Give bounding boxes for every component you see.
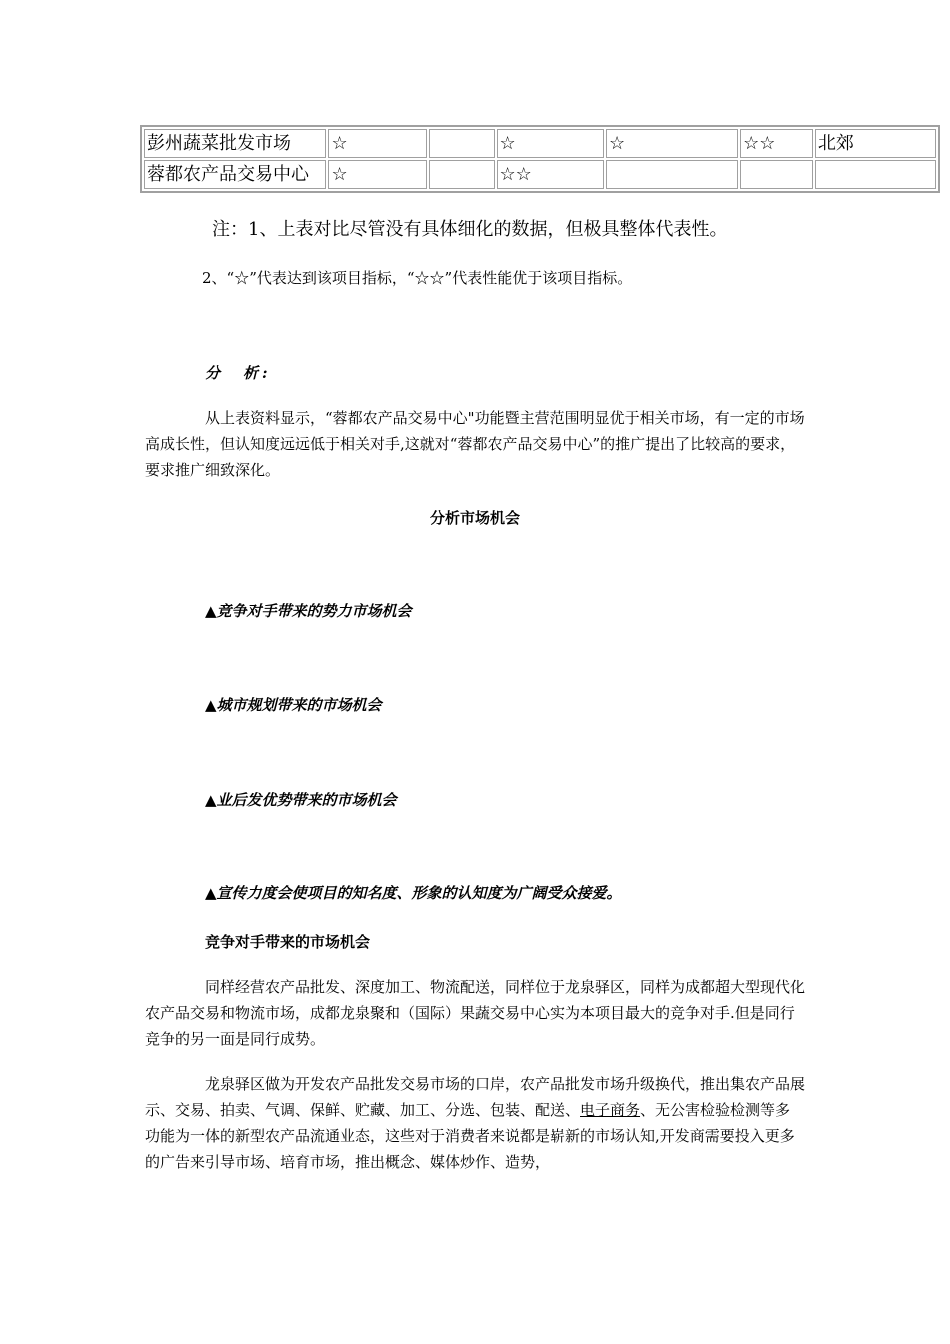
competitor-section-title: 竞争对手带来的市场机会 (205, 933, 371, 951)
table-cell: ☆ (497, 129, 605, 158)
competitor-paragraph-2 (145, 1071, 805, 1175)
table-cell: ☆ (328, 160, 426, 189)
table-cell: ☆ (328, 129, 426, 158)
table-row (144, 129, 936, 158)
opportunity-bullet: ▲城市规划带来的市场机会 (205, 696, 382, 714)
table-cell: 北郊 (815, 129, 936, 158)
table-cell (429, 160, 495, 189)
paragraph-text: 龙泉驿区做为开发农产品批发交易市场的口岸，农产品批发市场升级换代，推出集农产品展示、交易、拍卖、气调、保鲜、贮藏、加工、分选、包装、配送、 (145, 1075, 806, 1119)
table-cell (740, 160, 813, 189)
table-row (144, 160, 936, 189)
competitor-paragraph-1: 同样经营农产品批发、深度加工、物流配送，同样位于龙泉驿区，同样为成都超大型现代化农产品交易和物流市场，成都龙泉聚和（国际）果蔬交易中心实为本项目最大的竞争对手.但是同行竞争的另一面是同行成势。 (145, 978, 806, 1048)
opportunity-bullet: ▲竞争对手带来的势力市场机会 (205, 602, 412, 620)
table-cell: 蓉都农产品交易中心 (144, 160, 326, 189)
table-note-1: 注：1、上表对比尽管没有具体细化的数据，但极具整体代表性。 (212, 219, 728, 240)
opportunity-bullet: ▲业后发优势带来的市场机会 (205, 791, 397, 809)
analysis-paragraph: 从上表资料显示，“蓉都农产品交易中心"功能暨主营范围明显优于相关市场，有一定的市场高成长性，但认知度远远低于相关对手,这就对“蓉都农产品交易中心”的推广提出了比较高的要求，要求推广细致深化。 (145, 409, 805, 479)
table-cell (606, 160, 738, 189)
paragraph-text: 、无公害检验检测等多功能为一体的新型农产品流通业态，这些对于消费者来说都是崭新的市场认知,开发商需要投入更多的广告来引导市场、培育市场，推出概念、媒体炒作、造势， (145, 1101, 795, 1171)
table-cell (429, 129, 495, 158)
comparison-table (140, 125, 940, 193)
table-cell: 彭州蔬菜批发市场 (144, 129, 326, 158)
table-cell (815, 160, 936, 189)
opportunity-bullet: ▲宣传力度会使项目的知名度、形象的认知度为广阔受众接爱。 (205, 884, 622, 902)
table-cell: ☆ (606, 129, 738, 158)
analysis-heading: 分 析: (205, 364, 272, 382)
table-cell: ☆☆ (740, 129, 813, 158)
opportunities-title: 分析市场机会 (429, 509, 520, 527)
e-commerce-link[interactable]: 电子商务 (580, 1101, 641, 1119)
table-note-2: 2、“☆”代表达到该项目指标，“☆☆”代表性能优于该项目指标。 (202, 269, 633, 287)
table-cell: ☆☆ (497, 160, 605, 189)
